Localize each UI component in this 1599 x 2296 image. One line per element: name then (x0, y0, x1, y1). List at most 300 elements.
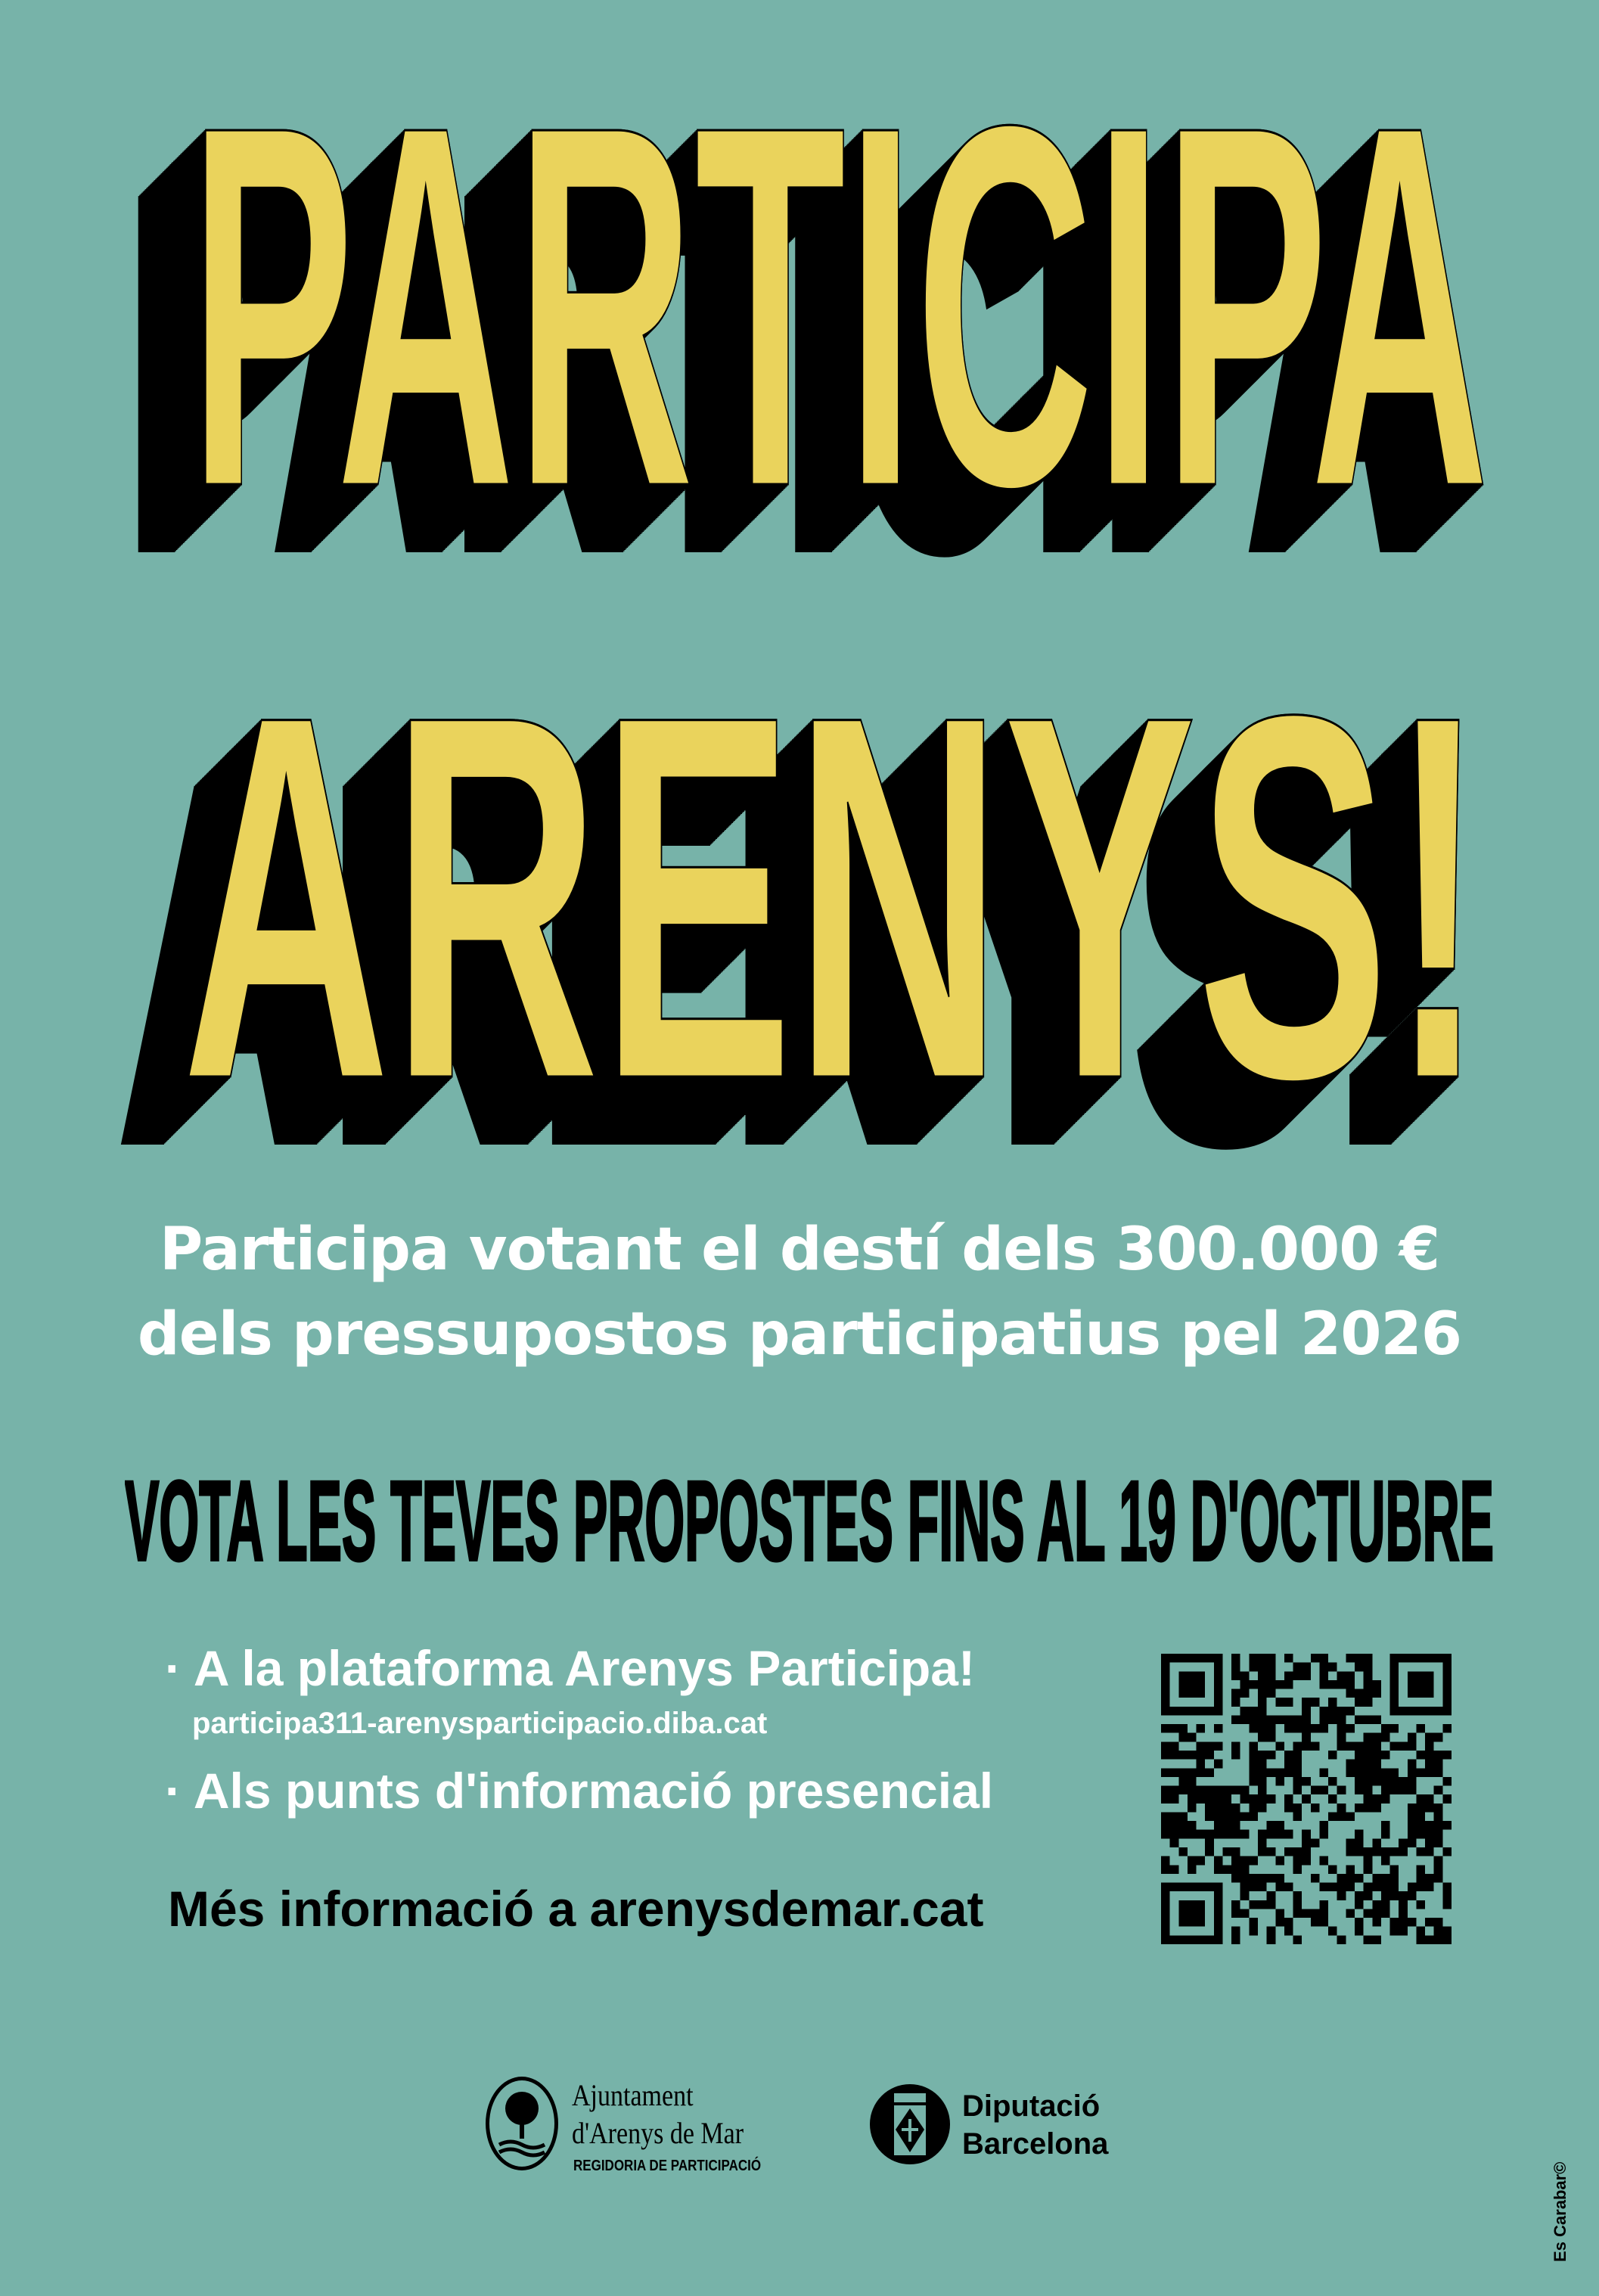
qr-module (1240, 1707, 1250, 1716)
qr-module (1381, 1900, 1390, 1909)
qr-module (1442, 1794, 1452, 1804)
qr-module (1408, 1777, 1417, 1786)
qr-module (1311, 1804, 1320, 1813)
qr-module (1222, 1830, 1231, 1839)
qr-module (1425, 1830, 1434, 1839)
qr-module (1328, 1865, 1337, 1874)
qr-module (1364, 1698, 1373, 1707)
qr-module (1275, 1883, 1284, 1892)
qr-module (1205, 1812, 1214, 1821)
qr-module (1425, 1847, 1434, 1856)
qr-module (1355, 1663, 1364, 1672)
qr-module (1355, 1891, 1364, 1900)
qr-module (1249, 1900, 1258, 1909)
qr-module (1231, 1812, 1240, 1821)
qr-module (1258, 1760, 1267, 1769)
qr-module (1381, 1724, 1390, 1733)
qr-module (1319, 1883, 1328, 1892)
qr-module (1267, 1768, 1276, 1777)
qr-module (1293, 1935, 1302, 1944)
qr-module (1319, 1918, 1328, 1927)
qr-module (1293, 1847, 1302, 1856)
qr-module (1381, 1786, 1390, 1795)
qr-module (1161, 1751, 1170, 1760)
qr-module (1416, 1768, 1425, 1777)
qr-module (1442, 1724, 1452, 1733)
qr-module (1425, 1918, 1434, 1927)
qr-module (1231, 1804, 1240, 1813)
qr-module (1284, 1671, 1293, 1680)
qr-module (1275, 1909, 1284, 1918)
qr-module (1319, 1663, 1328, 1672)
qr-module (1311, 1741, 1320, 1751)
qr-module (1346, 1689, 1355, 1698)
qr-module (1231, 1751, 1240, 1760)
qr-module (1249, 1777, 1258, 1786)
qr-module (1355, 1804, 1364, 1813)
qr-module (1408, 1891, 1417, 1900)
qr-module (1364, 1680, 1373, 1689)
diputacio-line1: Diputació (962, 2089, 1101, 2123)
qr-module (1372, 1918, 1381, 1927)
qr-module (1319, 1707, 1328, 1716)
qr-module (1231, 1663, 1240, 1672)
qr-module (1355, 1751, 1364, 1760)
qr-module (1364, 1847, 1373, 1856)
qr-module (1416, 1794, 1425, 1804)
qr-module (1416, 1751, 1425, 1760)
qr-module (1275, 1741, 1284, 1751)
qr-module (1231, 1856, 1240, 1866)
qr-module (1434, 1865, 1443, 1874)
qr-module (1258, 1838, 1267, 1847)
qr-module (1214, 1794, 1223, 1804)
qr-module (1205, 1768, 1214, 1777)
qr-module (1161, 1741, 1170, 1751)
qr-module (1381, 1883, 1390, 1892)
credit: Es Carabar© (1551, 2161, 1570, 2262)
qr-module (1364, 1733, 1373, 1742)
qr-module (1434, 1821, 1443, 1830)
qr-module (1416, 1821, 1425, 1830)
qr-module (1178, 1724, 1188, 1733)
qr-module (1355, 1698, 1364, 1707)
qr-module (1425, 1741, 1434, 1751)
qr-module (1258, 1830, 1267, 1839)
qr-module (1267, 1821, 1276, 1830)
qr-module (1293, 1663, 1302, 1672)
qr-module (1284, 1698, 1293, 1707)
qr-module (1434, 1733, 1443, 1742)
qr-module (1275, 1777, 1284, 1786)
qr-module (1319, 1671, 1328, 1680)
qr-module (1178, 1671, 1205, 1698)
qr-module (1364, 1786, 1373, 1795)
qr-module (1408, 1768, 1417, 1777)
qr-module (1214, 1741, 1223, 1751)
qr-module (1399, 1927, 1408, 1936)
qr-module (1346, 1874, 1355, 1883)
qr-module (1372, 1689, 1381, 1698)
qr-module (1258, 1777, 1267, 1786)
qr-module (1231, 1821, 1240, 1830)
qr-module (1311, 1918, 1320, 1927)
qr-module (1328, 1812, 1337, 1821)
qr-module (1425, 1838, 1434, 1847)
qr-module (1161, 1865, 1170, 1874)
qr-module (1249, 1724, 1258, 1733)
qr-module (1275, 1856, 1284, 1866)
qr-module (1302, 1663, 1311, 1672)
qr-module (1346, 1883, 1355, 1892)
qr-module (1346, 1865, 1355, 1874)
qr-module (1249, 1760, 1258, 1769)
qr-module (1267, 1830, 1276, 1839)
qr-module (1434, 1830, 1443, 1839)
qr-module (1390, 1874, 1399, 1883)
qr-module (1267, 1751, 1276, 1760)
qr-module (1170, 1812, 1179, 1821)
qr-module (1178, 1777, 1188, 1786)
qr-module (1372, 1900, 1381, 1909)
qr-module (1434, 1786, 1443, 1795)
qr-module (1337, 1724, 1346, 1733)
qr-module (1284, 1918, 1293, 1927)
qr-module (1231, 1874, 1240, 1883)
qr-module (1416, 1927, 1425, 1936)
qr-module (1337, 1680, 1346, 1689)
qr-module (1170, 1741, 1179, 1751)
qr-module (1249, 1918, 1258, 1927)
qr-module (1293, 1715, 1302, 1724)
qr-module (1364, 1865, 1373, 1874)
qr-module (1258, 1733, 1267, 1742)
qr-module (1214, 1856, 1223, 1866)
qr-module (1214, 1865, 1223, 1874)
qr-module (1222, 1794, 1231, 1804)
qr-module (1258, 1768, 1267, 1777)
qr-module (1381, 1777, 1390, 1786)
qr-module (1302, 1707, 1311, 1716)
qr-module (1222, 1804, 1231, 1813)
qr-code-icon[interactable] (1161, 1652, 1452, 1946)
qr-module (1346, 1724, 1355, 1733)
qr-module (1240, 1786, 1250, 1795)
qr-module (1249, 1654, 1258, 1663)
qr-module (1408, 1733, 1417, 1742)
qr-module (1372, 1715, 1381, 1724)
qr-module (1434, 1927, 1443, 1936)
qr-module (1267, 1689, 1276, 1698)
qr-module (1390, 1891, 1399, 1900)
qr-module (1416, 1830, 1425, 1839)
qr-module (1178, 1768, 1188, 1777)
qr-module (1381, 1768, 1390, 1777)
qr-module (1364, 1760, 1373, 1769)
qr-module (1372, 1733, 1381, 1742)
qr-module (1434, 1935, 1443, 1944)
qr-module (1267, 1794, 1276, 1804)
qr-module (1284, 1883, 1293, 1892)
qr-module (1231, 1741, 1240, 1751)
qr-module (1214, 1786, 1223, 1795)
qr-module (1205, 1838, 1214, 1847)
qr-module (1231, 1689, 1240, 1698)
qr-module (1293, 1741, 1302, 1751)
qr-module (1249, 1874, 1258, 1883)
qr-module (1231, 1654, 1240, 1663)
qr-module (1161, 1768, 1170, 1777)
qr-module (1293, 1812, 1302, 1821)
qr-module (1408, 1830, 1417, 1839)
qr-module (1222, 1865, 1231, 1874)
qr-module (1372, 1847, 1381, 1856)
qr-module (1372, 1838, 1381, 1847)
qr-module (1355, 1874, 1364, 1883)
qr-module (1214, 1821, 1223, 1830)
qr-module (1302, 1724, 1311, 1733)
qr-module (1293, 1724, 1302, 1733)
qr-module (1267, 1927, 1276, 1936)
qr-module (1205, 1804, 1214, 1813)
qr-module (1249, 1804, 1258, 1813)
qr-module (1258, 1804, 1267, 1813)
qr-module (1258, 1689, 1267, 1698)
qr-module (1302, 1830, 1311, 1839)
ajuntament-line1: Ajuntament (572, 2078, 694, 2112)
qr-module (1381, 1856, 1390, 1866)
qr-module (1275, 1821, 1284, 1830)
qr-module (1197, 1724, 1206, 1733)
qr-module (1416, 1865, 1425, 1874)
qr-module (1416, 1812, 1425, 1821)
qr-module (1346, 1768, 1355, 1777)
ajuntament-line2: d'Arenys de Mar (572, 2116, 744, 2150)
qr-module (1328, 1883, 1337, 1892)
qr-module (1364, 1768, 1373, 1777)
qr-module (1311, 1654, 1320, 1663)
qr-module (1197, 1794, 1206, 1804)
qr-module (1170, 1838, 1179, 1847)
qr-module (1364, 1891, 1373, 1900)
qr-module (1372, 1777, 1381, 1786)
qr-module (1311, 1838, 1320, 1847)
qr-module (1284, 1768, 1293, 1777)
qr-module (1416, 1900, 1425, 1909)
qr-module (1240, 1883, 1250, 1892)
qr-module (1408, 1821, 1417, 1830)
qr-module (1442, 1935, 1452, 1944)
qr-module (1240, 1794, 1250, 1804)
qr-module (1328, 1663, 1337, 1672)
qr-module (1258, 1654, 1267, 1663)
qr-module (1275, 1874, 1284, 1883)
qr-module (1355, 1689, 1364, 1698)
qr-module (1311, 1786, 1320, 1795)
platform-url[interactable]: participa311-arenysparticipacio.diba.cat (192, 1707, 768, 1740)
qr-module (1416, 1847, 1425, 1856)
qr-module (1267, 1715, 1276, 1724)
qr-module (1205, 1786, 1214, 1795)
qr-module (1364, 1654, 1373, 1663)
qr-module (1214, 1804, 1223, 1813)
qr-module (1364, 1741, 1373, 1751)
qr-module (1214, 1812, 1223, 1821)
qr-module (1170, 1751, 1179, 1760)
qr-module (1267, 1733, 1276, 1742)
qr-module (1442, 1847, 1452, 1856)
qr-module (1434, 1812, 1443, 1821)
qr-module (1240, 1671, 1250, 1680)
qr-module (1381, 1874, 1390, 1883)
qr-module (1240, 1891, 1250, 1900)
qr-module (1231, 1786, 1240, 1795)
qr-module (1231, 1830, 1240, 1839)
qr-module (1170, 1768, 1179, 1777)
subtitle-line1: Participa votant el destí dels 300.000 € (160, 1216, 1439, 1284)
qr-module (1319, 1856, 1328, 1866)
qr-module (1188, 1786, 1197, 1795)
qr-module (1381, 1821, 1390, 1830)
qr-module (1197, 1768, 1206, 1777)
qr-module (1267, 1900, 1276, 1909)
qr-module (1390, 1927, 1399, 1936)
qr-module (1416, 1883, 1425, 1892)
qr-module (1284, 1847, 1293, 1856)
qr-module (1188, 1865, 1197, 1874)
qr-module (1346, 1671, 1355, 1680)
qr-module (1355, 1768, 1364, 1777)
qr-module (1240, 1909, 1250, 1918)
qr-module (1425, 1804, 1434, 1813)
qr-module (1442, 1900, 1452, 1909)
headline-line2: ARENYS! (182, 608, 1486, 1187)
qr-module (1258, 1847, 1267, 1856)
qr-module (1293, 1900, 1302, 1909)
qr-module (1197, 1786, 1206, 1795)
qr-module (1231, 1865, 1240, 1874)
qr-module (1284, 1760, 1293, 1769)
qr-module (1372, 1794, 1381, 1804)
qr-module (1364, 1671, 1373, 1680)
qr-module (1390, 1786, 1399, 1795)
qr-module (1399, 1741, 1408, 1751)
qr-module (1240, 1680, 1250, 1689)
qr-module (1197, 1741, 1206, 1751)
tree-crest-icon (486, 2077, 558, 2170)
qr-module (1381, 1830, 1390, 1839)
qr-module (1258, 1794, 1267, 1804)
qr-module (1258, 1680, 1267, 1689)
qr-module (1408, 1786, 1417, 1795)
qr-module (1337, 1874, 1346, 1883)
qr-module (1267, 1724, 1276, 1733)
qr-module (1222, 1786, 1231, 1795)
qr-module (1364, 1804, 1373, 1813)
qr-module (1267, 1671, 1276, 1680)
qr-module (1231, 1900, 1240, 1909)
qr-module (1372, 1741, 1381, 1751)
qr-module (1442, 1751, 1452, 1760)
qr-module (1328, 1698, 1337, 1707)
qr-module (1399, 1838, 1408, 1847)
qr-module (1442, 1883, 1452, 1892)
qr-module (1302, 1909, 1311, 1918)
qr-module (1425, 1874, 1434, 1883)
qr-module (1302, 1777, 1311, 1786)
qr-module (1284, 1654, 1293, 1663)
qr-module (1249, 1707, 1258, 1716)
qr-module (1197, 1760, 1206, 1769)
qr-module (1284, 1804, 1293, 1813)
ajuntament-line3: REGIDORIA DE PARTICIPACIÓ (573, 2158, 762, 2174)
qr-module (1337, 1883, 1346, 1892)
qr-module (1302, 1671, 1311, 1680)
qr-module (1178, 1786, 1188, 1795)
qr-module (1188, 1768, 1197, 1777)
qr-module (1188, 1821, 1197, 1830)
qr-module (1355, 1760, 1364, 1769)
qr-module (1240, 1689, 1250, 1698)
qr-module (1425, 1935, 1434, 1944)
qr-module (1188, 1804, 1197, 1813)
qr-module (1249, 1768, 1258, 1777)
qr-module (1319, 1680, 1328, 1689)
qr-module (1416, 1724, 1425, 1733)
qr-module (1390, 1918, 1399, 1927)
coat-of-arms-icon (870, 2084, 950, 2164)
qr-module (1188, 1751, 1197, 1760)
qr-module (1249, 1715, 1258, 1724)
qr-module (1390, 1768, 1399, 1777)
qr-module (1442, 1821, 1452, 1830)
qr-module (1346, 1812, 1355, 1821)
qr-module (1170, 1830, 1179, 1839)
qr-module (1170, 1821, 1179, 1830)
qr-module (1178, 1847, 1188, 1856)
qr-module (1170, 1786, 1179, 1795)
qr-module (1337, 1891, 1346, 1900)
qr-module (1214, 1760, 1223, 1769)
qr-module (1364, 1909, 1373, 1918)
qr-module (1258, 1724, 1267, 1733)
qr-module (1161, 1830, 1170, 1839)
qr-module (1302, 1733, 1311, 1742)
qr-module (1434, 1804, 1443, 1813)
qr-module (1346, 1680, 1355, 1689)
qr-module (1249, 1794, 1258, 1804)
qr-module (1381, 1794, 1390, 1804)
qr-module (1355, 1927, 1364, 1936)
qr-module (1364, 1715, 1373, 1724)
qr-module (1222, 1821, 1231, 1830)
qr-module (1355, 1715, 1364, 1724)
qr-module (1258, 1663, 1267, 1672)
qr-module (1188, 1777, 1197, 1786)
qr-module (1214, 1830, 1223, 1839)
qr-module (1284, 1927, 1293, 1936)
qr-module (1249, 1927, 1258, 1936)
deadline-banner (125, 1475, 1494, 1566)
qr-module (1240, 1715, 1250, 1724)
qr-module (1197, 1751, 1206, 1760)
qr-module (1416, 1804, 1425, 1813)
qr-module (1231, 1698, 1240, 1707)
qr-module (1399, 1891, 1408, 1900)
qr-module (1372, 1804, 1381, 1813)
qr-module (1240, 1856, 1250, 1866)
deadline-text: VOTA LES TEVES PROPOSTES FINS AL 19 D'OCTUBRE (125, 1475, 1494, 1566)
